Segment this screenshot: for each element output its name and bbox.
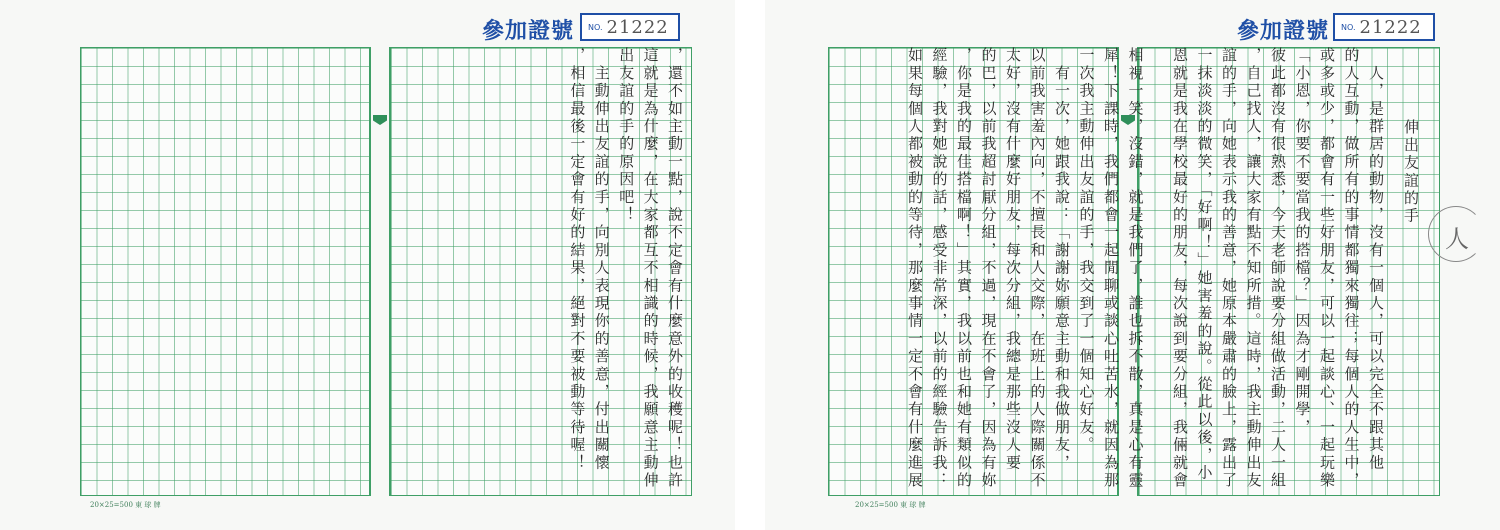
text-column: 恩就是我在學校最好的朋友，每次說到要分組，我倆就會 <box>1171 47 1189 490</box>
entry-number-label: 參加證號 <box>1237 18 1330 44</box>
number-prefix: NO. <box>588 22 603 32</box>
text-column: 的人互動，做所有的事情都獨來獨往；每個人的人生中， <box>1342 47 1361 490</box>
text-column: ，自己找人，讓大家有點不知所措。這時，我主動伸出友 <box>1244 47 1263 490</box>
text-column: 有一次，她跟我說：「謝謝妳願意主動和我做朋友， <box>1053 47 1071 472</box>
text-column: 「小恩，你要不要當我的搭檔？」因為才剛開學， <box>1293 47 1312 437</box>
page-fold-marker <box>370 47 390 496</box>
right-text-columns <box>831 47 1423 496</box>
text-column: 或多或少，都會有一些好朋友，可以一起談心、一起玩樂 <box>1318 47 1336 490</box>
text-column: 出友誼的手的原因吧！ <box>617 47 636 224</box>
entry-number-label: 參加證號 <box>482 18 575 44</box>
text-column: 主動伸出友誼的手，向別人表現你的善意，付出關懷 <box>592 47 611 472</box>
text-column: 的巴，以前我超討厭分組，不過，現在不會了，因為有妳 <box>979 47 998 490</box>
text-column: 以前我害羞內向，不擅長和人交際，在班上的人際關係不 <box>1028 47 1047 490</box>
text-column: 彼此都沒有很熟悉，今天老師說要分組做活動，二人一組 <box>1269 47 1287 490</box>
text-column: 一次我主動伸出友誼的手，我交到了一個知心好友。 <box>1077 47 1096 455</box>
right-manuscript-page <box>765 0 1500 530</box>
text-column: 太好，沒有什麼好朋友，每次分組，我總是那些沒人要 <box>1004 47 1022 472</box>
grader-circle-mark <box>1428 206 1484 262</box>
entry-number-box <box>580 13 680 41</box>
left-text-columns <box>565 47 687 496</box>
page-gutter <box>735 0 765 530</box>
text-column: 人，是群居的動物，沒有一個人，可以完全不跟其他 <box>1367 47 1385 472</box>
text-column: 犀！下課時，我們都會一起閒聊或談心吐苦水，就因為那 <box>1102 47 1120 490</box>
circle-mark-glyph: 人 <box>1445 225 1469 253</box>
text-column: ，還不如主動一點，說不定會有什麼意外的收穫呢！也許 <box>666 47 684 490</box>
text-column: ，相信最後一定會有好的結果，絕對不要被動等待喔！ <box>568 47 587 472</box>
paper-footer: 20×25=500 東 球 牌 <box>855 501 926 509</box>
essay-title: 伸出友誼的手 <box>1402 119 1420 226</box>
text-column: ，你是我的最佳搭檔啊！」其實，我以前也和她有類似的 <box>955 47 973 490</box>
entry-number-value: 21222 <box>1359 16 1422 38</box>
grid-area-left-half <box>80 47 370 496</box>
text-column: 一抹淡淡的微笑，「好啊！」她害羞的說。從此以後，小 <box>1195 47 1214 482</box>
left-manuscript-page <box>0 0 735 530</box>
text-column: 經驗，我對她說的話，感受非常深，以前的經驗告訴我： <box>930 47 949 490</box>
entry-number-value: 21222 <box>606 16 669 38</box>
fold-arrow-icon <box>373 115 387 125</box>
text-column: 誼的手，向她表示我的善意，她原本嚴肅的臉上，露出了 <box>1220 47 1238 490</box>
number-prefix: NO. <box>1341 22 1356 32</box>
text-column: 相視一笑，沒錯，就是我們了，誰也拆不散，真是心有靈 <box>1126 47 1145 490</box>
entry-number-box <box>1333 13 1435 41</box>
paper-footer: 20×25=500 東 球 牌 <box>90 501 161 509</box>
fold-spacer <box>1148 47 1168 496</box>
text-column: 如果每個人都被動的等待，那麼事情一定不會有什麼進展 <box>906 47 924 490</box>
text-column: 這就是為什麼，在大家都互不相識的時候，我願意主動伸 <box>641 47 660 490</box>
